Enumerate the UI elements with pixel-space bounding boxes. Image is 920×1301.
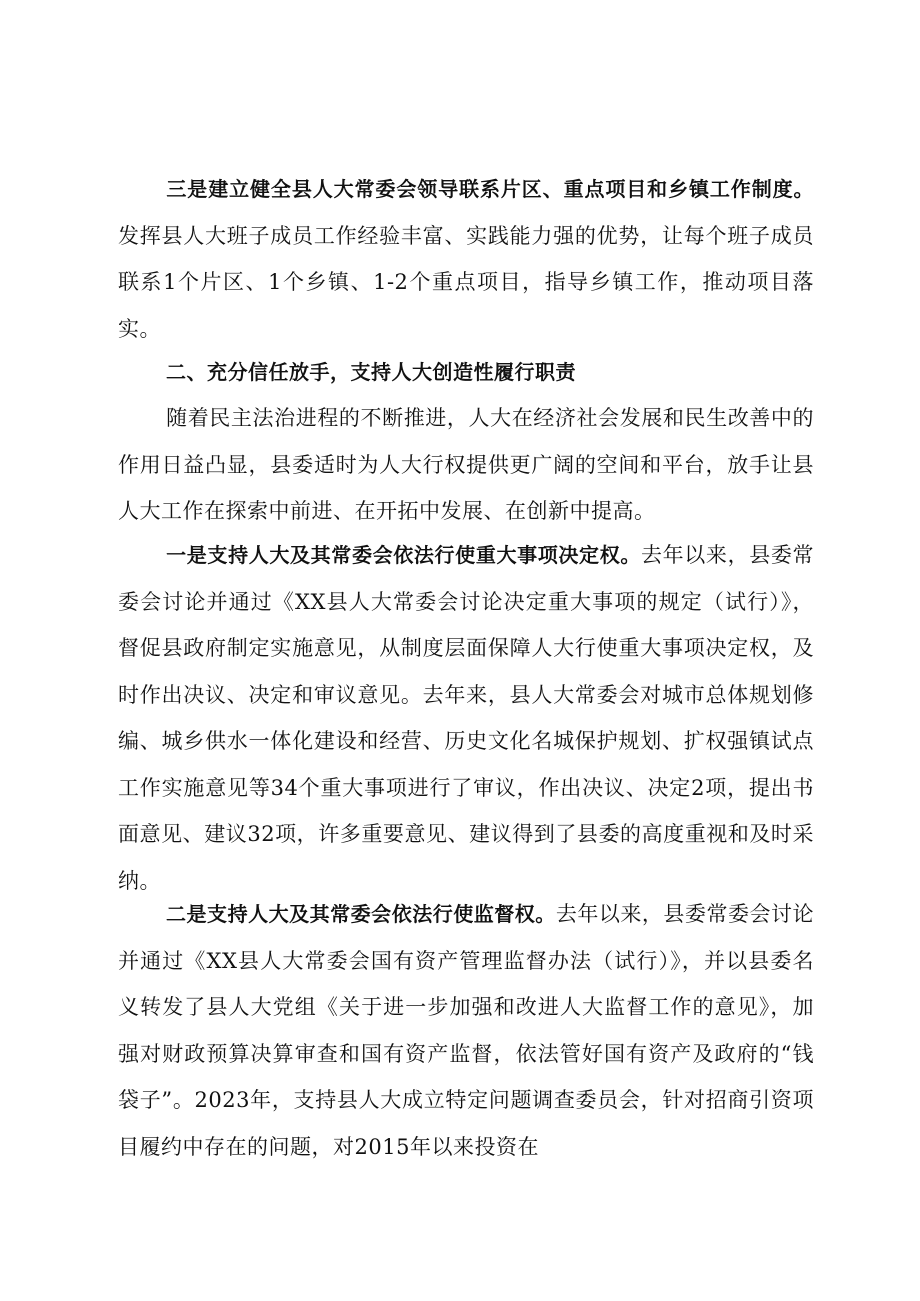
section-heading-text: 二、充分信任放手，支持人大创造性履行职责 — [166, 360, 576, 384]
paragraph-lead-sentence: 三是建立健全县人大常委会领导联系片区、重点项目和乡镇工作制度。 — [166, 177, 814, 201]
paragraph-lead-sentence: 一是支持人大及其常委会依法行使重大事项决定权。 — [166, 543, 641, 567]
paragraph-body-text: 去年以来，县委常委会讨论并通过《XX县人大常委会国有资产管理监督办法（试行）》，并以县委名义转发了县人大党组《关于进一步加强和改进人大监督工作的意见》，加强对财政预算决算审查和国有资产监督，依法管好国有资产及政府的“钱袋子”。2023年，支持县人大成立特定问题调查委员会，针对招商引资项目履约中存在的问题，对2015年以来投资在 — [118, 902, 815, 1159]
paragraph-body-text: 发挥县人大班子成员工作经验丰富、实践能力强的优势，让每个班子成员联系1个片区、1个乡镇、1-2个重点项目，指导乡镇工作，推动项目落实。 — [118, 223, 814, 341]
paragraph-supervision-power — [118, 891, 814, 1170]
paragraph-intro-democracy — [118, 395, 814, 535]
section-heading — [118, 349, 814, 396]
paragraph-leader-contact-system — [118, 166, 814, 352]
paragraph-body-text: 随着民主法治进程的不断推进，人大在经济社会发展和民生改善中的作用日益凸显，县委适时为人大行权提供更广阔的空间和平台，放手让县人大工作在探索中前进、在开拓中发展、在创新中提高。 — [118, 406, 814, 523]
paragraph-lead-sentence: 二是支持人大及其常委会依法行使监督权。 — [166, 902, 556, 926]
paragraph-body-text: 去年以来，县委常委会讨论并通过《XX县人大常委会讨论决定重大事项的规定（试行）》，督促县政府制定实施意见，从制度层面保障人大行使重大事项决定权，及时作出决议、决定和审议意见。去年来，县人大常委会对城市总体规划修编、城乡供水一体化建设和经营、历史文化名城保护规划、扩权强镇试点工作实施意见等34个重大事项进行了审议，作出决议、决定2项，提出书面意见、建议32项，许多重要意见、建议得到了县委的高度重视和及时采纳。 — [118, 543, 814, 893]
paragraph-decision-power — [118, 532, 814, 904]
